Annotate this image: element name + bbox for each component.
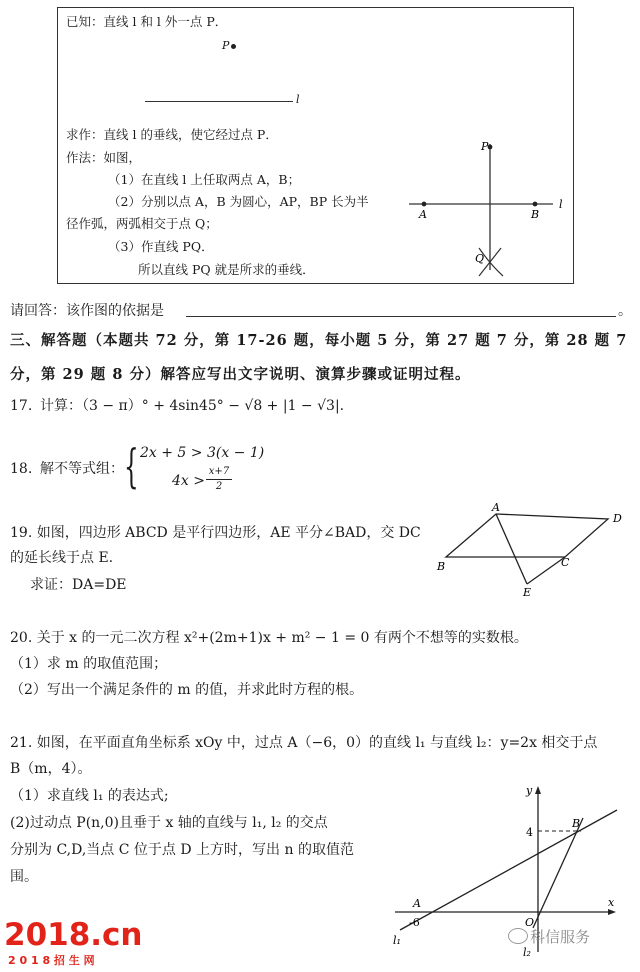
fig-point-a xyxy=(422,202,427,207)
q20-line3: （2）写出一个满足条件的 m 的值，并求此时方程的根。 xyxy=(10,682,364,698)
fig-label-d: D xyxy=(613,512,622,525)
point-p-dot xyxy=(231,44,236,49)
q21-line6: 围。 xyxy=(10,869,38,885)
step2b-text: 径作弧，两弧相交于点 Q； xyxy=(66,216,218,231)
segment-ae xyxy=(496,514,527,584)
q18-inequality-2-left: 4x > xyxy=(172,473,205,489)
fig-label-b: B xyxy=(572,817,581,830)
section3-heading-line1: 三、解答题（本题共 72 分，第 17-26 题，每小题 5 分，第 27 题 7 分，第 28 题 7 xyxy=(10,332,628,349)
q18-fraction-numerator: x+7 xyxy=(208,466,230,477)
x-axis-arrow xyxy=(608,909,616,915)
fig-label-y: y xyxy=(526,784,533,797)
fig-label-l: l xyxy=(559,198,563,211)
watermark-wechat: 科信服务 xyxy=(530,928,591,946)
q18-brace: { xyxy=(124,439,139,493)
step2a-text: （2）分别以点 A，B 为圆心，AP，BP 长为半 xyxy=(108,194,369,209)
watermark-subtitle: 2 0 1 8 招 生 网 xyxy=(8,954,95,967)
q17-text: 计算：（3 − π）° + 4sin45° − √8 + |1 − √3|. xyxy=(40,398,345,414)
fig-label-o: O xyxy=(525,916,535,929)
segment-ce xyxy=(527,557,565,584)
q19-line1: 19. 如图，四边形 ABCD 是平行四边形，AE 平分∠BAD，交 DC xyxy=(10,525,421,541)
fig-label-x: x xyxy=(608,896,615,909)
construction-figure xyxy=(395,130,575,280)
point-p-label: P xyxy=(222,39,230,52)
q20-line2: （1）求 m 的取值范围； xyxy=(10,656,168,672)
q21-line1: 21. 如图，在平面直角坐标系 xOy 中，过点 A（−6，0）的直线 l₁ 与直线 l₂：y=2x 相交于点 xyxy=(10,735,598,751)
q18-number: 18. xyxy=(10,461,33,477)
fig-label-b: B xyxy=(437,560,446,573)
section3-heading-line2: 分，第 29 题 8 分）解答应写出文字说明、演算步骤或证明过程。 xyxy=(10,366,471,383)
parallelogram-abcd xyxy=(446,514,608,557)
given-text: 已知：直线 l 和 l 外一点 P． xyxy=(66,14,228,29)
fig-label-4: 4 xyxy=(526,826,533,839)
fig-label-q: Q xyxy=(475,252,485,265)
q21-line4: (2)过动点 P(n,0)且垂于 x 轴的直线与 l₁, l₂ 的交点 xyxy=(10,815,328,831)
q16-answer-line[interactable] xyxy=(186,316,616,317)
fig-label-neg6: -6 xyxy=(409,916,420,929)
y-axis-arrow xyxy=(535,786,541,794)
watermark-logo: 2018.cn xyxy=(4,917,143,953)
fig-point-b xyxy=(533,202,538,207)
q21-line3: （1）求直线 l₁ 的表达式; xyxy=(10,788,169,804)
method-text: 作法：如图， xyxy=(66,150,142,165)
q21-line5: 分别为 C,D,当点 C 位于点 D 上方时，写出 n 的取值范 xyxy=(10,842,354,858)
q18-inequality-1: 2x + 5 > 3(x − 1) xyxy=(140,445,265,461)
q18-fraction-bar xyxy=(206,479,232,480)
q18-fraction-denominator: 2 xyxy=(215,481,223,492)
q21-line2: B（m，4）。 xyxy=(10,761,92,777)
wechat-icon xyxy=(508,928,528,944)
q16-end: 。 xyxy=(618,303,632,319)
fig-label-b: B xyxy=(531,208,540,221)
fig-label-a: A xyxy=(419,208,427,221)
q18-text: 解不等式组： xyxy=(40,461,124,477)
q16-prompt: 请回答：该作图的依据是 xyxy=(10,303,164,319)
line-l xyxy=(145,101,293,102)
parallelogram-figure xyxy=(430,500,635,600)
todo-text: 求作：直线 l 的垂线，使它经过点 P． xyxy=(66,127,278,142)
q20-line1: 20. 关于 x 的一元二次方程 x²+(2m+1)x + m² − 1 = 0 有两个不想等的实数根。 xyxy=(10,630,528,646)
step3-text: （3）作直线 PQ． xyxy=(108,239,214,254)
fig-label-c: C xyxy=(561,556,570,569)
q17-number: 17. xyxy=(10,398,33,414)
fig-label-l2: l₂ xyxy=(523,946,531,959)
q19-line3: 求证：DA=DE xyxy=(30,577,127,593)
fig-label-e: E xyxy=(523,586,532,599)
fig-label-p: P xyxy=(481,140,489,153)
fig-label-a: A xyxy=(413,897,421,910)
conclusion-text: 所以直线 PQ 就是所求的垂线． xyxy=(138,262,315,277)
line-l-label: l xyxy=(296,93,300,106)
fig-label-a: A xyxy=(492,501,500,514)
q19-line2: 的延长线于点 E. xyxy=(10,550,114,566)
fig-label-l1: l₁ xyxy=(393,934,401,947)
step1-text: （1）在直线 l 上任取两点 A，B； xyxy=(108,172,301,187)
